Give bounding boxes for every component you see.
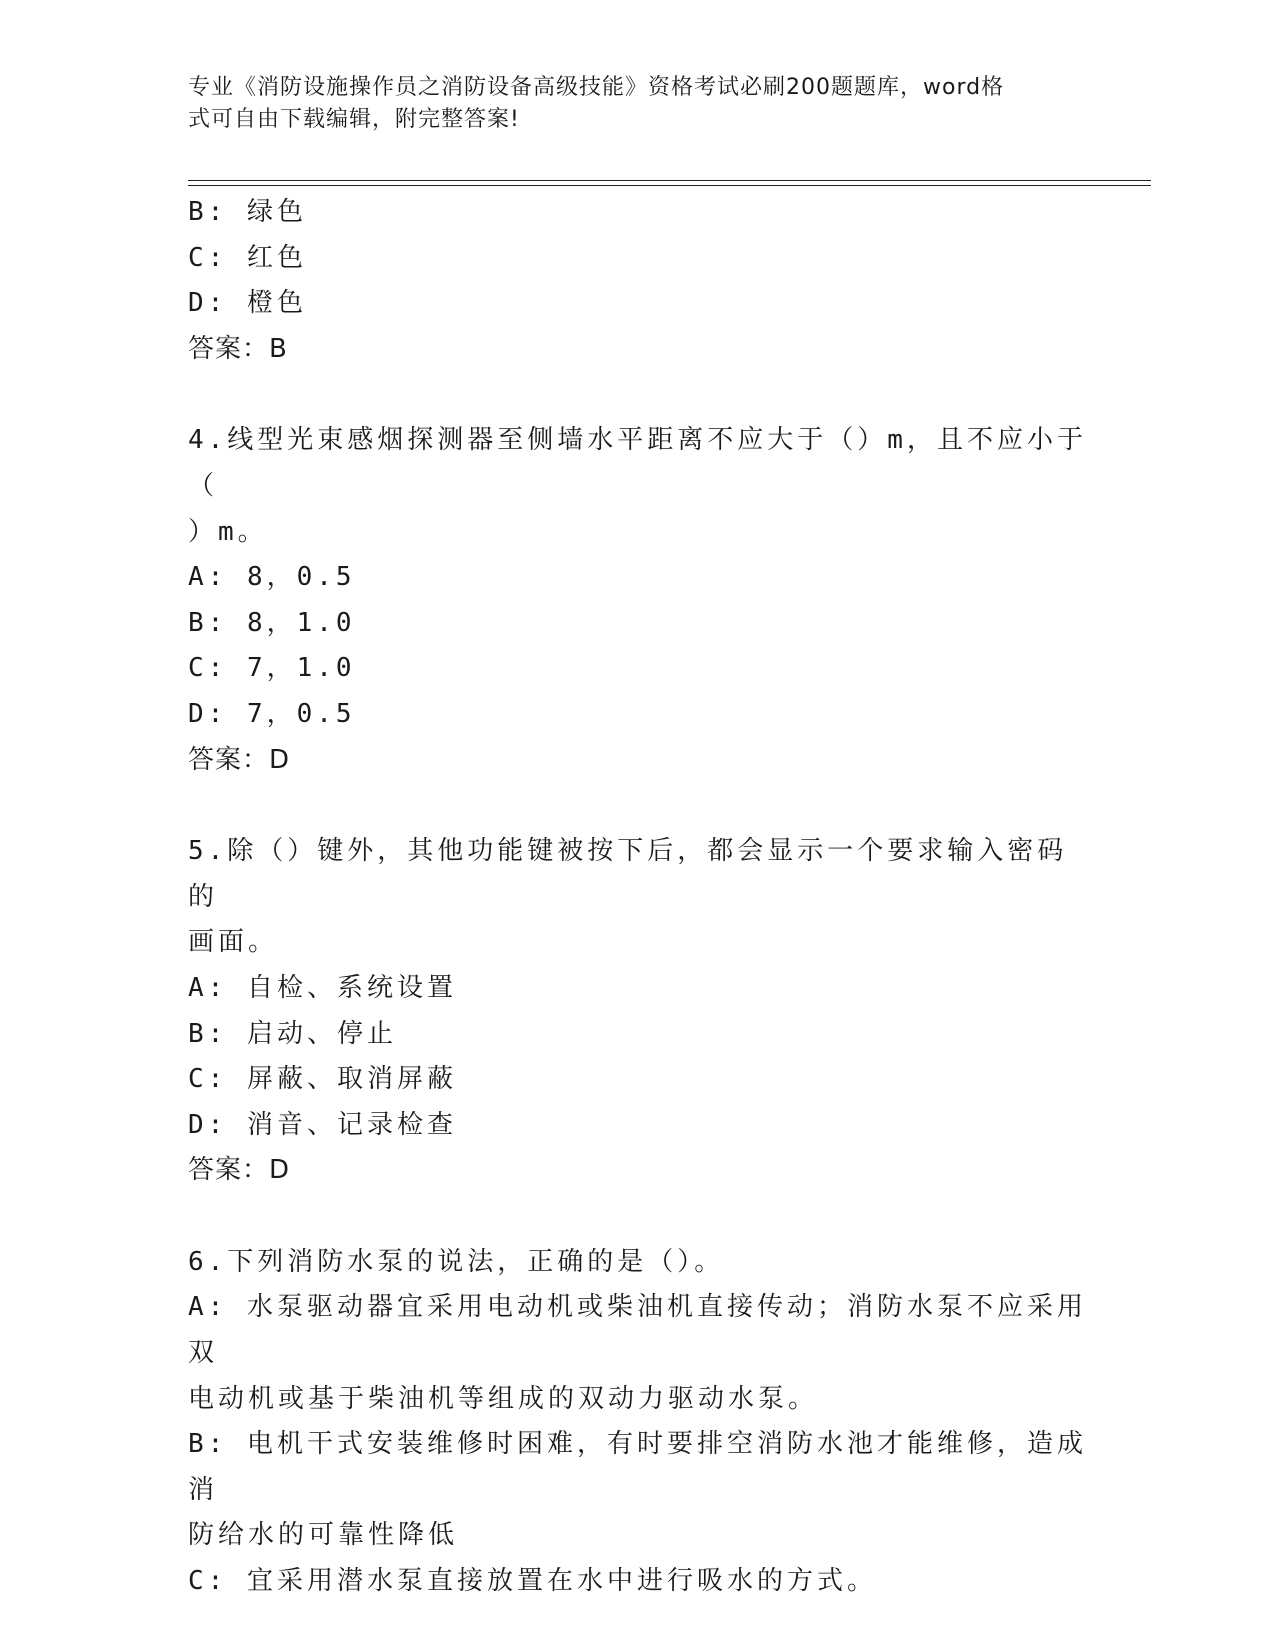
q6-option-b-line-1: B: 电机干式安装维修时困难，有时要排空消防水池才能维修，造成消 [188,1429,1087,1505]
q5-option-a: A: 自检、系统设置 [188,972,457,1003]
document-header [188,72,1068,136]
q5-stem-line-1: 5.除（）键外，其他功能键被按下后，都会显示一个要求输入密码的 [188,836,1068,912]
header-rule-bottom [188,185,1151,186]
q5-option-d: D: 消音、记录检查 [188,1109,457,1140]
q5-option-c: C: 屏蔽、取消屏蔽 [188,1064,457,1095]
q5-answer: 答案：D [188,1155,291,1186]
header-rule-top [188,180,1151,181]
q6-option-a-line-1: A: 水泵驱动器宜采用电动机或柴油机直接传动；消防水泵不应采用双 [188,1292,1087,1369]
q4-option-c: C: 7，1.0 [188,653,356,684]
spacer [188,783,1088,829]
q6-option-b-line-2: 防给水的可靠性降低 [188,1520,459,1551]
q4-option-a: A: 8，0.5 [188,562,356,593]
q6-stem: 6.下列消防水泵的说法，正确的是（）。 [188,1246,725,1277]
q3-answer: 答案：B [188,333,288,364]
spacer [188,372,1088,418]
q6-option-c: C: 宜采用潜水泵直接放置在水中进行吸水的方式。 [188,1566,877,1597]
question-content [188,190,1088,1605]
spacer [188,1194,1088,1240]
q4-stem-line-1: 4.线型光束感烟探测器至侧墙水平距离不应大于（）m，且不应小于（ [188,425,1087,501]
q5-stem-line-2: 画面。 [188,927,279,958]
q4-stem-line-2: ）m。 [188,516,268,547]
q3-option-b: B: 绿色 [188,197,307,227]
q4-option-b: B: 8，1.0 [188,607,356,638]
header-line-1: 专业《消防设施操作员之消防设备高级技能》资格考试必刷200题题库，word格 [188,75,1005,100]
q4-answer: 答案：D [188,744,291,775]
q5-option-b: B: 启动、停止 [188,1018,397,1049]
q4-option-d: D: 7，0.5 [188,698,356,729]
q6-option-a-line-2: 电动机或基于柴油机等组成的双动力驱动水泵。 [188,1383,819,1414]
q3-option-c: C: 红色 [188,242,307,273]
q3-option-d: D: 橙色 [188,288,307,319]
header-line-2: 式可自由下载编辑，附完整答案! [188,107,520,132]
